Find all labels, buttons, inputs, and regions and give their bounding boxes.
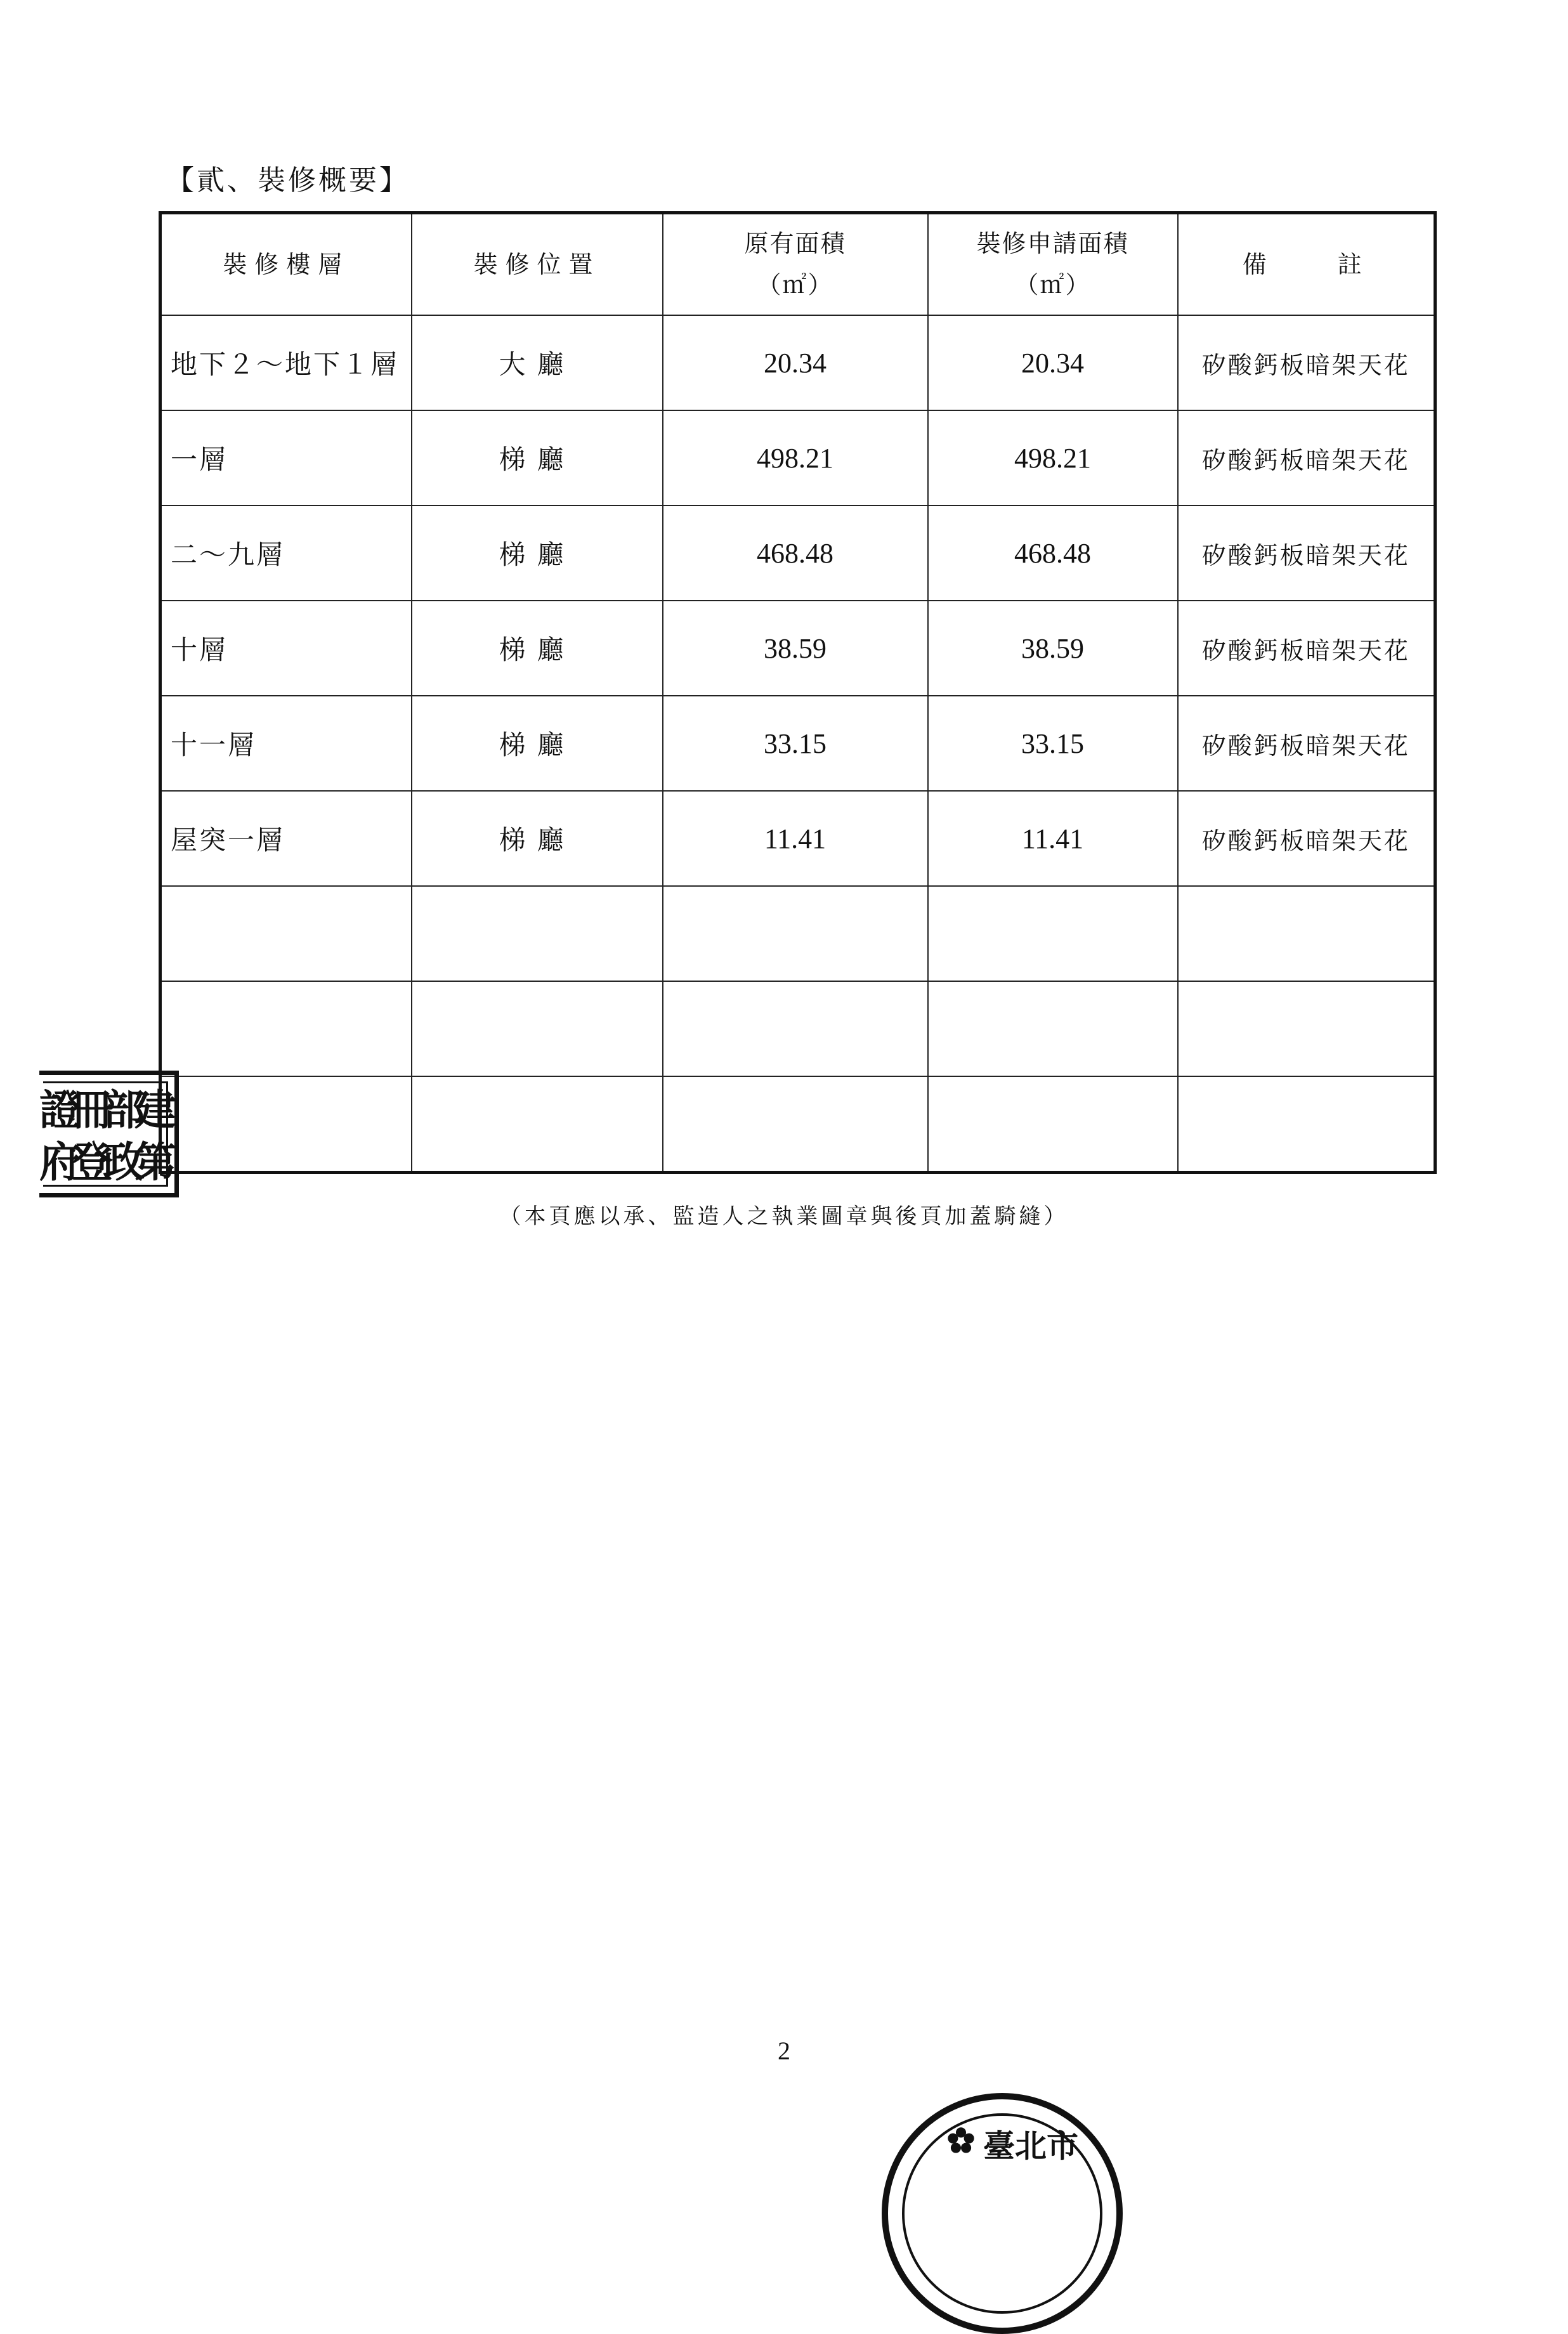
cell-position: 梯廳 <box>412 791 663 886</box>
seal-characters <box>39 1084 176 1188</box>
empty-cell <box>412 981 663 1076</box>
empty-cell <box>928 1076 1178 1173</box>
page-number: 2 <box>778 2037 790 2065</box>
cell-applied-area: 498.21 <box>928 410 1178 505</box>
table-row <box>160 505 1435 601</box>
cell-applied-area: 11.41 <box>928 791 1178 886</box>
cell-remarks: 矽酸鈣板暗架天花 <box>1178 505 1435 601</box>
empty-cell <box>663 1076 928 1173</box>
empty-cell <box>412 886 663 981</box>
registration-seal <box>39 1071 179 1197</box>
city-seal <box>882 2093 1123 2334</box>
cell-floor: 地下２～地下１層 <box>160 315 412 410</box>
footnote: （本頁應以承、監造人之執業圖章與後頁加蓋騎縫） <box>499 1204 1069 1229</box>
cell-applied-area: 468.48 <box>928 505 1178 601</box>
empty-cell <box>663 886 928 981</box>
renovation-summary-table <box>159 211 1437 1174</box>
empty-cell <box>160 886 412 981</box>
cell-remarks: 矽酸鈣板暗架天花 <box>1178 696 1435 791</box>
empty-cell <box>160 981 412 1076</box>
header-remarks: 備 註 <box>1178 213 1435 316</box>
seal-char: 建 <box>134 1085 176 1135</box>
cell-floor: 十層 <box>160 601 412 696</box>
table-row <box>160 791 1435 886</box>
header-original-area <box>663 213 928 316</box>
seal-char: 第 <box>134 1137 176 1187</box>
table-row <box>160 315 1435 410</box>
cell-original-area: 38.59 <box>663 601 928 696</box>
cell-applied-area: 38.59 <box>928 601 1178 696</box>
cell-original-area: 11.41 <box>663 791 928 886</box>
table-row <box>160 601 1435 696</box>
empty-cell <box>928 886 1178 981</box>
empty-cell <box>160 1076 412 1173</box>
header-floor: 裝修樓層 <box>160 213 412 316</box>
cell-position: 梯廳 <box>412 505 663 601</box>
cell-floor: 屋突一層 <box>160 791 412 886</box>
section-title: 【貳、裝修概要】 <box>166 164 410 197</box>
empty-table-row <box>160 1076 1435 1173</box>
table-header-row <box>160 213 1435 316</box>
header-original-area-unit: （㎡） <box>757 271 833 299</box>
header-original-area-label: 原有面積 <box>744 230 846 258</box>
header-applied-area-unit: （㎡） <box>1014 271 1091 299</box>
cell-remarks: 矽酸鈣板暗架天花 <box>1178 601 1435 696</box>
empty-cell <box>1178 1076 1435 1173</box>
seal-char: 冊 <box>71 1085 113 1135</box>
cell-position: 梯廳 <box>412 696 663 791</box>
cell-applied-area: 33.15 <box>928 696 1178 791</box>
empty-table-row <box>160 981 1435 1076</box>
seal-char: 證 <box>39 1085 81 1135</box>
cell-applied-area: 20.34 <box>928 315 1178 410</box>
empty-table-row <box>160 886 1435 981</box>
cell-floor: 十一層 <box>160 696 412 791</box>
empty-cell <box>928 981 1178 1076</box>
plum-blossom-icon <box>946 2126 976 2155</box>
seal-char: 政 <box>103 1137 145 1187</box>
cell-remarks: 矽酸鈣板暗架天花 <box>1178 315 1435 410</box>
cell-floor: 二～九層 <box>160 505 412 601</box>
cell-original-area: 468.48 <box>663 505 928 601</box>
seal-char: 府 <box>39 1137 81 1187</box>
cell-remarks: 矽酸鈣板暗架天花 <box>1178 791 1435 886</box>
cell-original-area: 20.34 <box>663 315 928 410</box>
header-position: 裝修位置 <box>412 213 663 316</box>
cell-position: 梯廳 <box>412 410 663 505</box>
city-seal-text: 臺北市 <box>983 2127 1078 2165</box>
empty-cell <box>412 1076 663 1173</box>
table-row <box>160 410 1435 505</box>
header-applied-area-label: 裝修申請面積 <box>976 230 1129 258</box>
seal-char: 登 <box>71 1137 113 1187</box>
cell-position: 梯廳 <box>412 601 663 696</box>
empty-cell <box>663 981 928 1076</box>
table-row <box>160 696 1435 791</box>
header-applied-area <box>928 213 1178 316</box>
empty-cell <box>1178 886 1435 981</box>
cell-floor: 一層 <box>160 410 412 505</box>
empty-cell <box>1178 981 1435 1076</box>
cell-position: 大廳 <box>412 315 663 410</box>
seal-char: 部 <box>103 1085 145 1135</box>
cell-remarks: 矽酸鈣板暗架天花 <box>1178 410 1435 505</box>
cell-original-area: 498.21 <box>663 410 928 505</box>
cell-original-area: 33.15 <box>663 696 928 791</box>
